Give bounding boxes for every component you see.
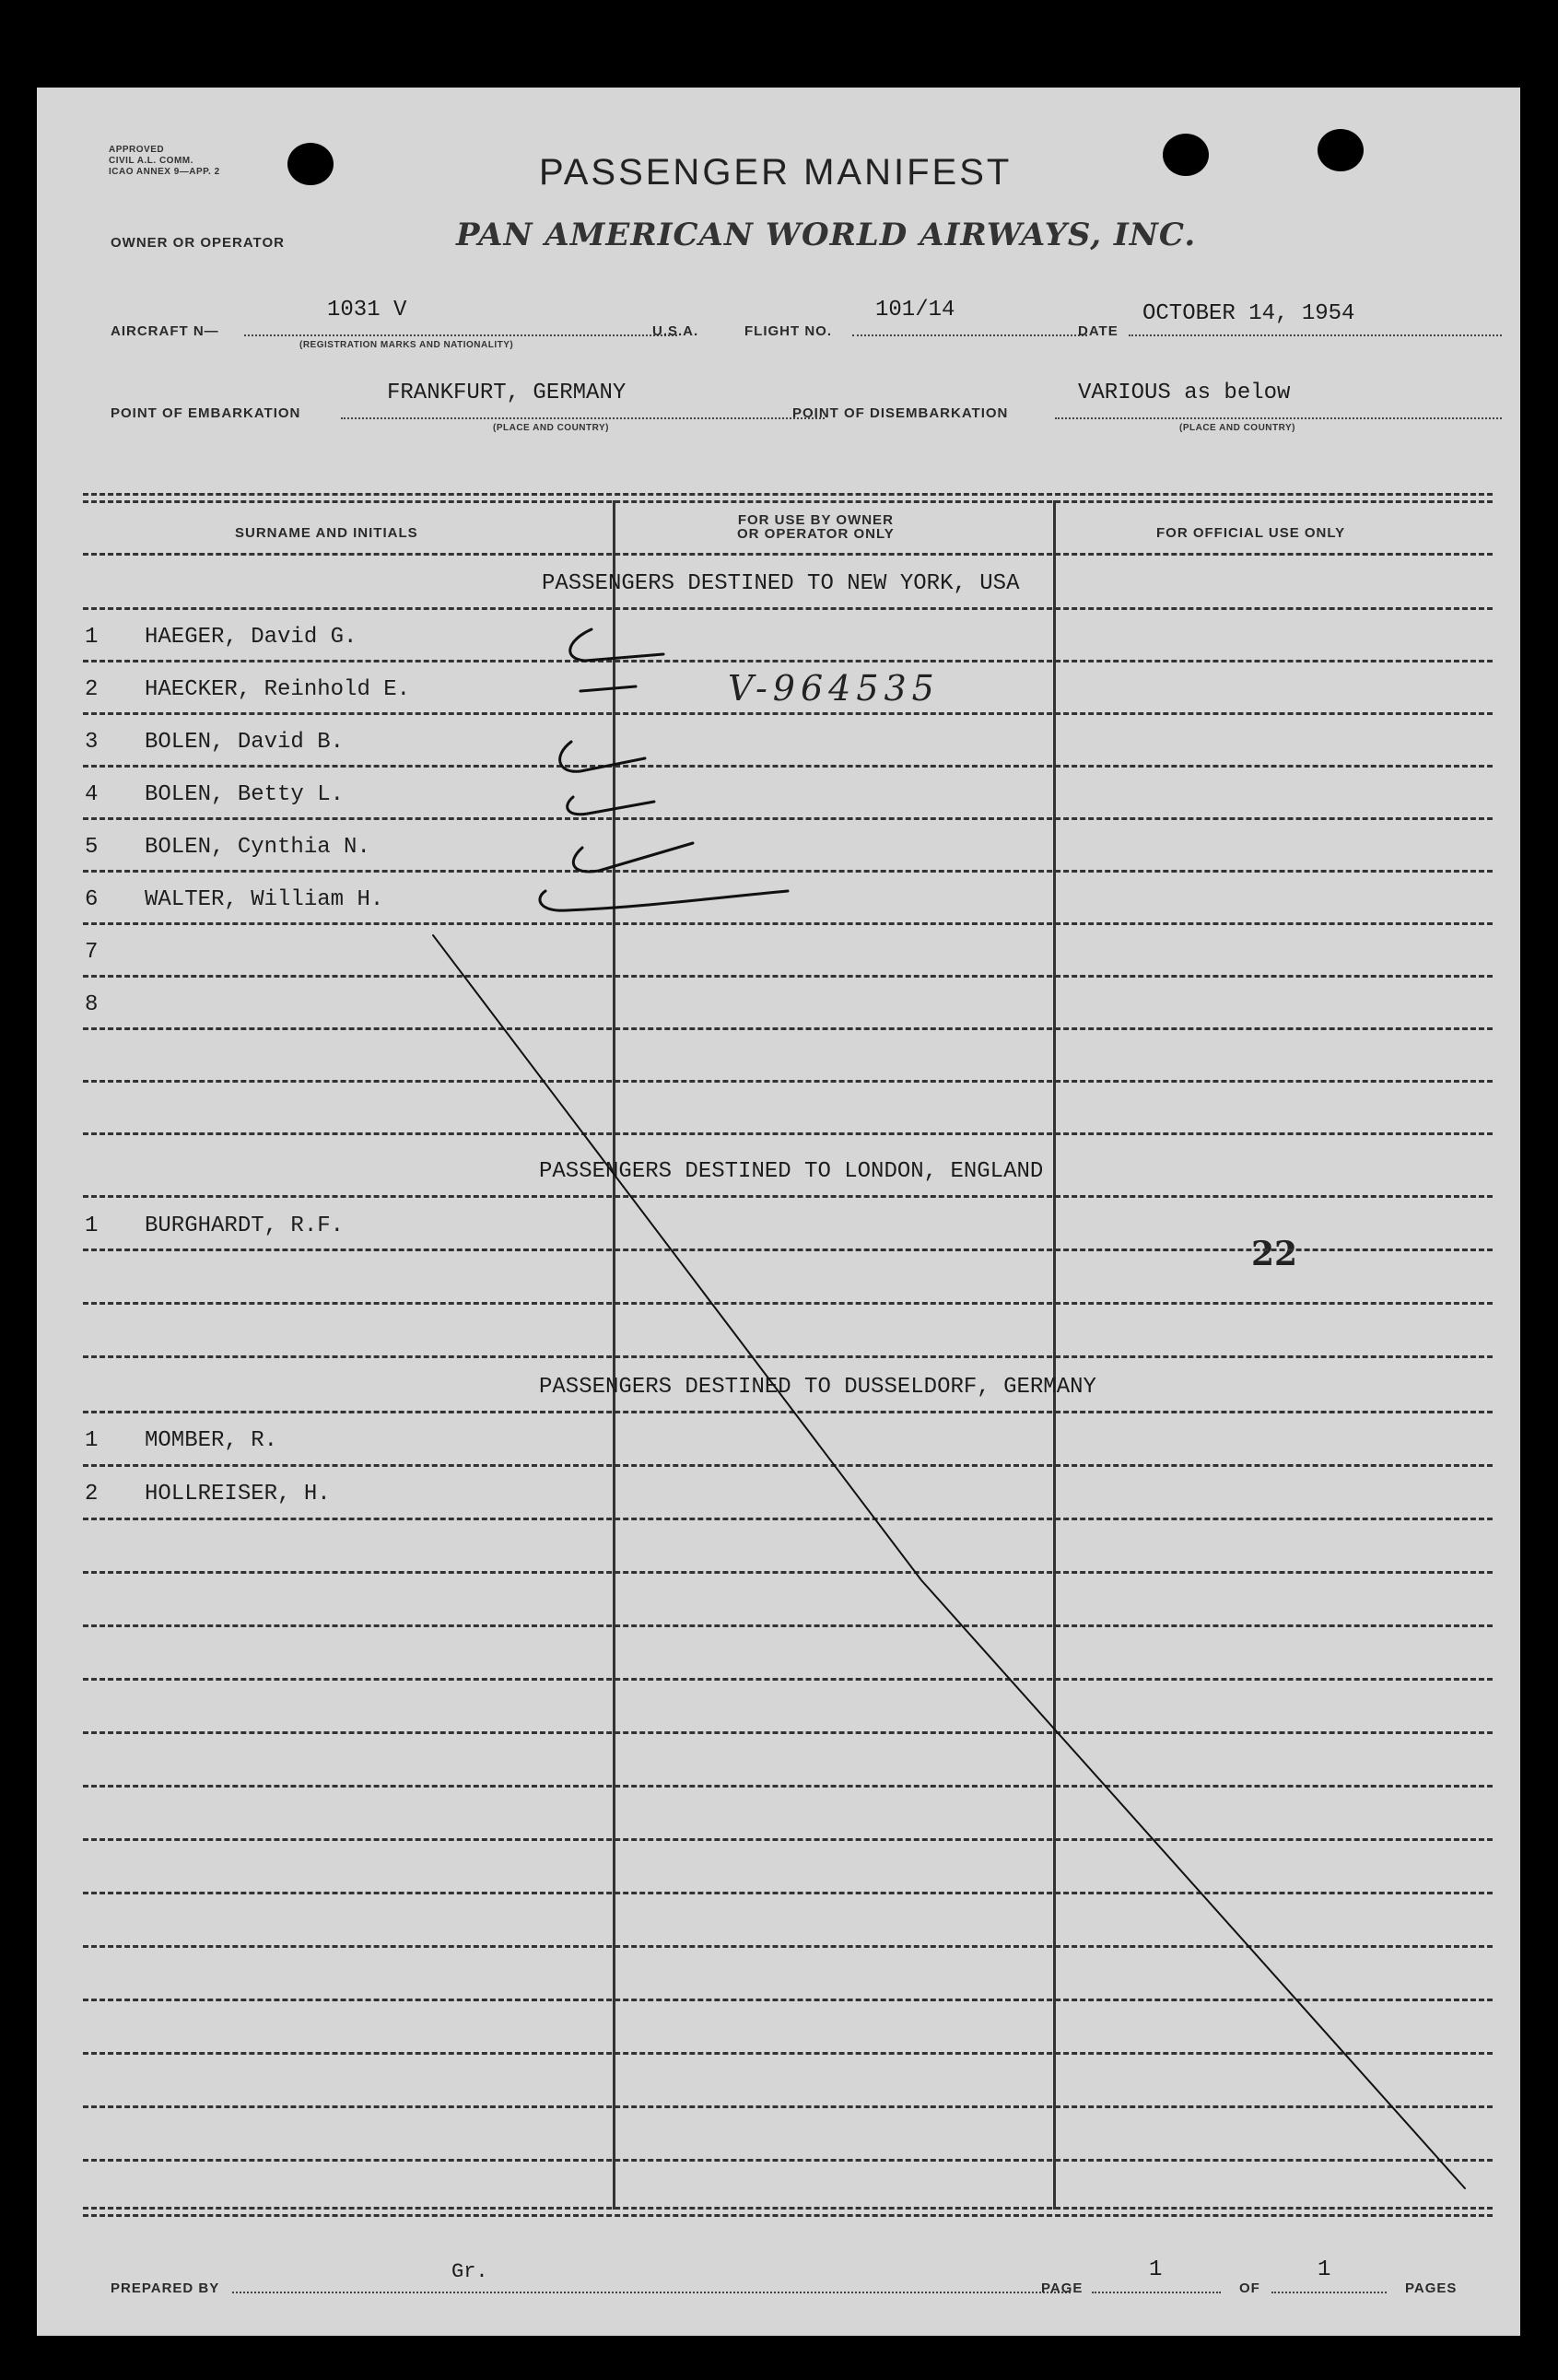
date-label: DATE	[1078, 323, 1119, 339]
of-value: 1	[1318, 2257, 1331, 2282]
aircraft-label: AIRCRAFT N—	[111, 323, 219, 339]
passenger-name: BOLEN, Cynthia N.	[145, 835, 370, 860]
handwriting-overlay	[37, 88, 1520, 2336]
row-number: 7	[85, 940, 99, 965]
manifest-sheet	[37, 88, 1520, 2336]
usa-label: U.S.A.	[652, 323, 699, 339]
column-header-official-use: FOR OFFICIAL USE ONLY	[1156, 525, 1346, 541]
row-number: 5	[85, 835, 99, 860]
row-number: 3	[85, 730, 99, 755]
page-value: 1	[1149, 2257, 1163, 2282]
row-number: 8	[85, 992, 99, 1017]
passenger-name: HOLLREISER, H.	[145, 1482, 331, 1507]
disembark-caption: (PLACE AND COUNTRY)	[1179, 423, 1295, 433]
passenger-name: BOLEN, David B.	[145, 730, 345, 755]
passenger-name: HAEGER, David G.	[145, 625, 357, 650]
aircraft-value: 1031 V	[327, 298, 407, 322]
row-number: 1	[85, 1213, 99, 1238]
check-mark	[560, 742, 645, 771]
column-header-surname: SURNAME AND INITIALS	[235, 525, 418, 541]
row-number: 2	[85, 1482, 99, 1507]
registration-caption: (REGISTRATION MARKS AND NATIONALITY)	[299, 340, 514, 350]
of-blank	[1271, 2292, 1387, 2293]
check-mark	[570, 629, 663, 661]
pages-label: PAGES	[1405, 2280, 1458, 2296]
prepared-by-label: PREPARED BY	[111, 2280, 220, 2296]
embark-caption: (PLACE AND COUNTRY)	[493, 423, 609, 433]
row-number: 1	[85, 625, 99, 650]
column-header-owner-use: FOR USE BY OWNER OR OPERATOR ONLY	[737, 512, 895, 542]
flight-value: 101/14	[875, 298, 955, 322]
passenger-name: MOMBER, R.	[145, 1428, 278, 1453]
passenger-name: BOLEN, Betty L.	[145, 782, 345, 807]
cancel-line	[433, 935, 1465, 2188]
row-number: 2	[85, 677, 99, 702]
section-heading: PASSENGERS DESTINED TO LONDON, ENGLAND	[539, 1159, 1044, 1184]
embark-label: POINT OF EMBARKATION	[111, 405, 301, 421]
section-heading: PASSENGERS DESTINED TO NEW YORK, USA	[542, 571, 1020, 596]
section-heading: PASSENGERS DESTINED TO DUSSELDORF, GERMANY	[539, 1375, 1096, 1400]
check-mark	[540, 891, 788, 910]
passenger-name: HAECKER, Reinhold E.	[145, 677, 411, 702]
form-title: PASSENGER MANIFEST	[539, 152, 1013, 193]
row-number: 4	[85, 782, 99, 807]
embark-value: FRANKFURT, GERMANY	[387, 381, 627, 405]
approval-note: APPROVED CIVIL A.L. COMM. ICAO ANNEX 9—APP. 2	[109, 145, 220, 177]
stamp-number: 22	[1251, 1235, 1298, 1273]
prepared-by-value: Gr.	[451, 2260, 488, 2283]
passenger-name: BURGHARDT, R.F.	[145, 1213, 345, 1238]
of-label: OF	[1239, 2280, 1260, 2296]
disembark-value: VARIOUS as below	[1078, 381, 1291, 405]
check-mark	[580, 686, 636, 691]
check-mark	[568, 797, 654, 815]
row-number: 1	[85, 1428, 99, 1453]
prepared-by-blank	[232, 2292, 1071, 2293]
page-label: PAGE	[1041, 2280, 1084, 2296]
owner-label: OWNER OR OPERATOR	[111, 235, 285, 251]
check-mark	[573, 843, 693, 872]
row-number: 6	[85, 887, 99, 912]
owner-value: PAN AMERICAN WORLD AIRWAYS, INC.	[456, 217, 1197, 253]
flight-label: FLIGHT NO.	[744, 323, 832, 339]
passenger-name: WALTER, William H.	[145, 887, 384, 912]
handwritten-note: V-964535	[728, 668, 940, 709]
disembark-label: POINT OF DISEMBARKATION	[792, 405, 1009, 421]
date-value: OCTOBER 14, 1954	[1142, 301, 1355, 326]
page-blank	[1092, 2292, 1221, 2293]
